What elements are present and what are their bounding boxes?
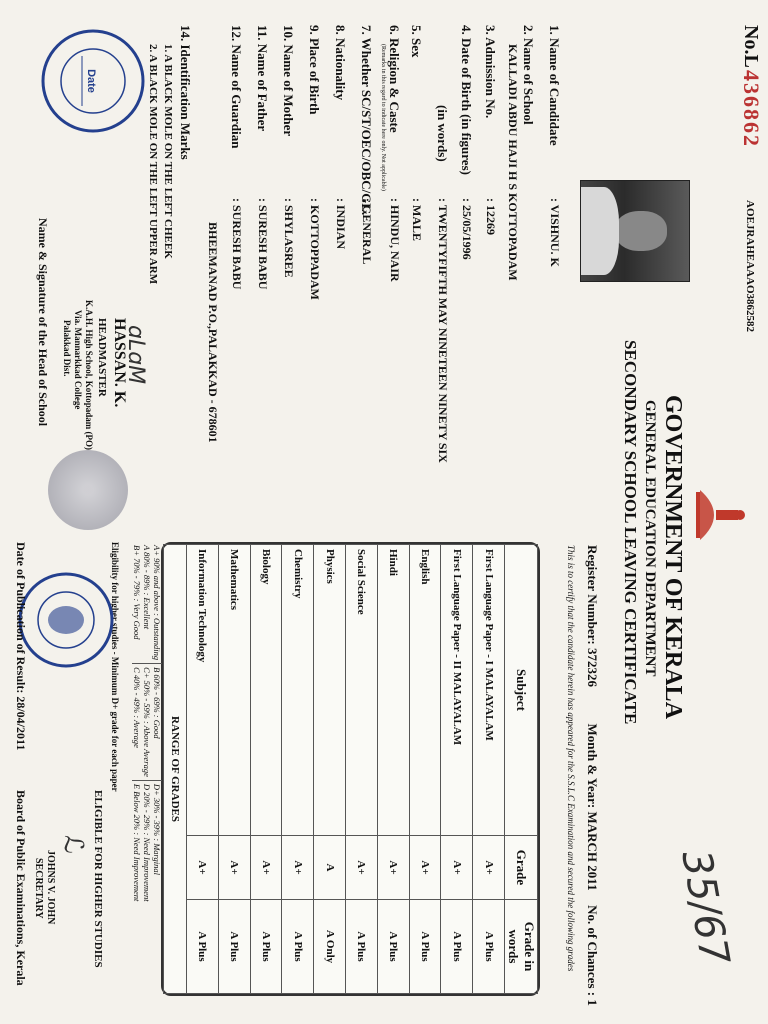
field-row: 9. Place of Birth bbox=[307, 25, 322, 115]
field-value: : TWENTYFIFTH MAY NINETEEN NINETY SIX bbox=[436, 198, 450, 463]
faded-stamp bbox=[48, 450, 128, 530]
eligible-status: ELIGIBLE FOR HIGHER STUDIES bbox=[92, 790, 104, 968]
field-row: (in words) bbox=[435, 105, 450, 162]
legend-row: B+ 70% - 79% : Very Good C 40% - 49% : Average E Below 20% : Need Improvement bbox=[132, 542, 142, 905]
headmaster-address-1: K.A.H. High School, Kottopadam (PO) bbox=[84, 300, 94, 451]
secretary-signature: ℒ bbox=[58, 835, 88, 854]
field-row: 12. Name of Guardian bbox=[229, 25, 244, 149]
headmaster-title: HEADMASTER bbox=[96, 318, 108, 397]
legend-row: A 80% - 89% : Excellent C+ 50% - 59% : Above Average D 20% - 29% : Need Improvement bbox=[142, 542, 152, 905]
field-value: : KOTTOPPADAM bbox=[308, 198, 322, 300]
field-value: : SHYLASREE bbox=[282, 198, 296, 278]
candidate-photo bbox=[580, 180, 690, 282]
headmaster-address-2: Via. Mannarkkad College bbox=[73, 310, 83, 410]
grade-words-header: Grade in words bbox=[505, 900, 538, 994]
certificate-no-label: No.L bbox=[740, 25, 762, 68]
certificate-title: SECONDARY SCHOOL LEAVING CERTIFICATE bbox=[621, 340, 640, 725]
grades-table bbox=[161, 542, 540, 996]
table-row: Mathematics A+ A Plus bbox=[218, 545, 250, 994]
table-row: Social Science A+ A Plus bbox=[346, 545, 378, 994]
svg-text:Date: Date bbox=[85, 69, 97, 93]
field-row: 11. Name of Father bbox=[255, 25, 270, 132]
headmaster-signature: ɑLɑM bbox=[123, 325, 148, 385]
certificate-code: AOEJRAHEAAAO3862582 bbox=[744, 200, 756, 333]
chances-value: 1 bbox=[585, 999, 600, 1006]
field-row: 3. Admission No. bbox=[483, 25, 498, 119]
field-value: : 12269 bbox=[484, 198, 498, 235]
chances-label: No. of Chances : bbox=[585, 905, 600, 997]
range-title-row: RANGE OF GRADES bbox=[164, 545, 187, 994]
month-year-label: Month & Year: bbox=[585, 723, 600, 809]
grade-header: Grade bbox=[505, 836, 538, 900]
field-value: : HINDU, NAIR bbox=[388, 198, 402, 282]
legend-row: A+ 90% and above : Outstanding B 60% - 69% : Good D+ 30% - 39% : Marginal bbox=[152, 542, 162, 905]
subject-header: Subject bbox=[505, 545, 538, 836]
secretary-title: SECRETARY bbox=[33, 858, 44, 919]
headmaster-address-3: Palakkad Dist. bbox=[62, 320, 72, 377]
field-value: : INDIAN bbox=[334, 198, 348, 249]
board-seal-icon bbox=[16, 570, 116, 670]
table-row: First Language Paper - I MALAYALAM A+ A Plus bbox=[473, 545, 505, 994]
identification-mark-2: 2. A BLACK MOLE ON THE LEFT UPPER ARM bbox=[147, 44, 159, 285]
field-row: 2. Name of School bbox=[521, 25, 536, 125]
table-row: English A+ A Plus bbox=[409, 545, 441, 994]
field-row: 6. Religion & Caste bbox=[387, 25, 402, 133]
register-label: Register Number: bbox=[585, 545, 600, 645]
department-heading: GENERAL EDUCATION DEPARTMENT bbox=[642, 400, 658, 677]
school-name: KALLADI ABDU HAJI H S KOTTOPADAM bbox=[506, 44, 520, 281]
field-row: 7. Whether SC/ST/OEC/OBC/GL. bbox=[359, 25, 374, 216]
secretary-board: Board of Public Examinations, Kerala bbox=[14, 790, 28, 986]
identification-mark-1: 1. A BLACK MOLE ON THE LEFT CHEEK bbox=[162, 44, 174, 259]
kerala-emblem-icon bbox=[692, 480, 748, 550]
field-row: 14. Identification Marks bbox=[178, 25, 193, 160]
school-seal-icon bbox=[38, 26, 148, 136]
field-row: 5. Sex bbox=[409, 25, 424, 58]
headmaster-caption: Name & Signature of the Head of School bbox=[36, 218, 50, 427]
certify-text: This is to certify that the candidate herein has appeared for the S.S.L.C Examination and secured the following grades bbox=[566, 545, 576, 972]
field-row: 4. Date of Birth (in figures) bbox=[459, 25, 474, 175]
secretary-name: JOHNS V. JOHN bbox=[45, 850, 56, 925]
field-value: : SURESH BABU bbox=[230, 198, 244, 290]
field-value: : VISHNU. K bbox=[548, 198, 562, 267]
field-value: : GENERAL bbox=[360, 198, 374, 265]
field-row: 8. Nationality bbox=[333, 25, 348, 101]
eligibility-note: Eligibility for higher studies - Minimum D+ grade for each paper bbox=[110, 542, 120, 792]
table-row: Hindi A+ A Plus bbox=[377, 545, 409, 994]
register-number: 372326 bbox=[585, 648, 600, 688]
headmaster-name: HASSAN. K. bbox=[111, 318, 128, 408]
field-value: : SURESH BABU bbox=[256, 198, 270, 290]
religion-note: (Remarks in this regard to indicate here only. Not applicable) bbox=[380, 44, 386, 191]
table-row: Biology A+ A Plus bbox=[250, 545, 282, 994]
table-row: Information Technology A+ A Plus bbox=[187, 545, 219, 994]
register-line bbox=[584, 545, 600, 1006]
field-row: 1. Name of Candidate bbox=[547, 25, 562, 146]
field-value: : MALE bbox=[410, 198, 424, 241]
government-heading: GOVERNMENT OF KERALA bbox=[660, 395, 686, 720]
home-address-line: BHEEMANAD P.O.,PALAKKAD - 678601 bbox=[206, 222, 220, 443]
table-row: Chemistry A+ A Plus bbox=[282, 545, 314, 994]
field-value: : 25/05/1996 bbox=[460, 198, 474, 260]
range-of-grades-legend bbox=[132, 542, 162, 992]
field-row: 10. Name of Mother bbox=[281, 25, 296, 137]
certificate-no-value: 436862 bbox=[739, 70, 764, 148]
table-row: First Language Paper - II MALAYALAM A+ A Plus bbox=[441, 545, 473, 994]
month-year-value: MARCH 2011 bbox=[585, 811, 600, 891]
publication-date: Date of Publication of Result: 28/04/2011 bbox=[14, 542, 28, 751]
table-row: Physics A A Only bbox=[314, 545, 346, 994]
handwritten-note: 35/67 bbox=[672, 846, 738, 969]
